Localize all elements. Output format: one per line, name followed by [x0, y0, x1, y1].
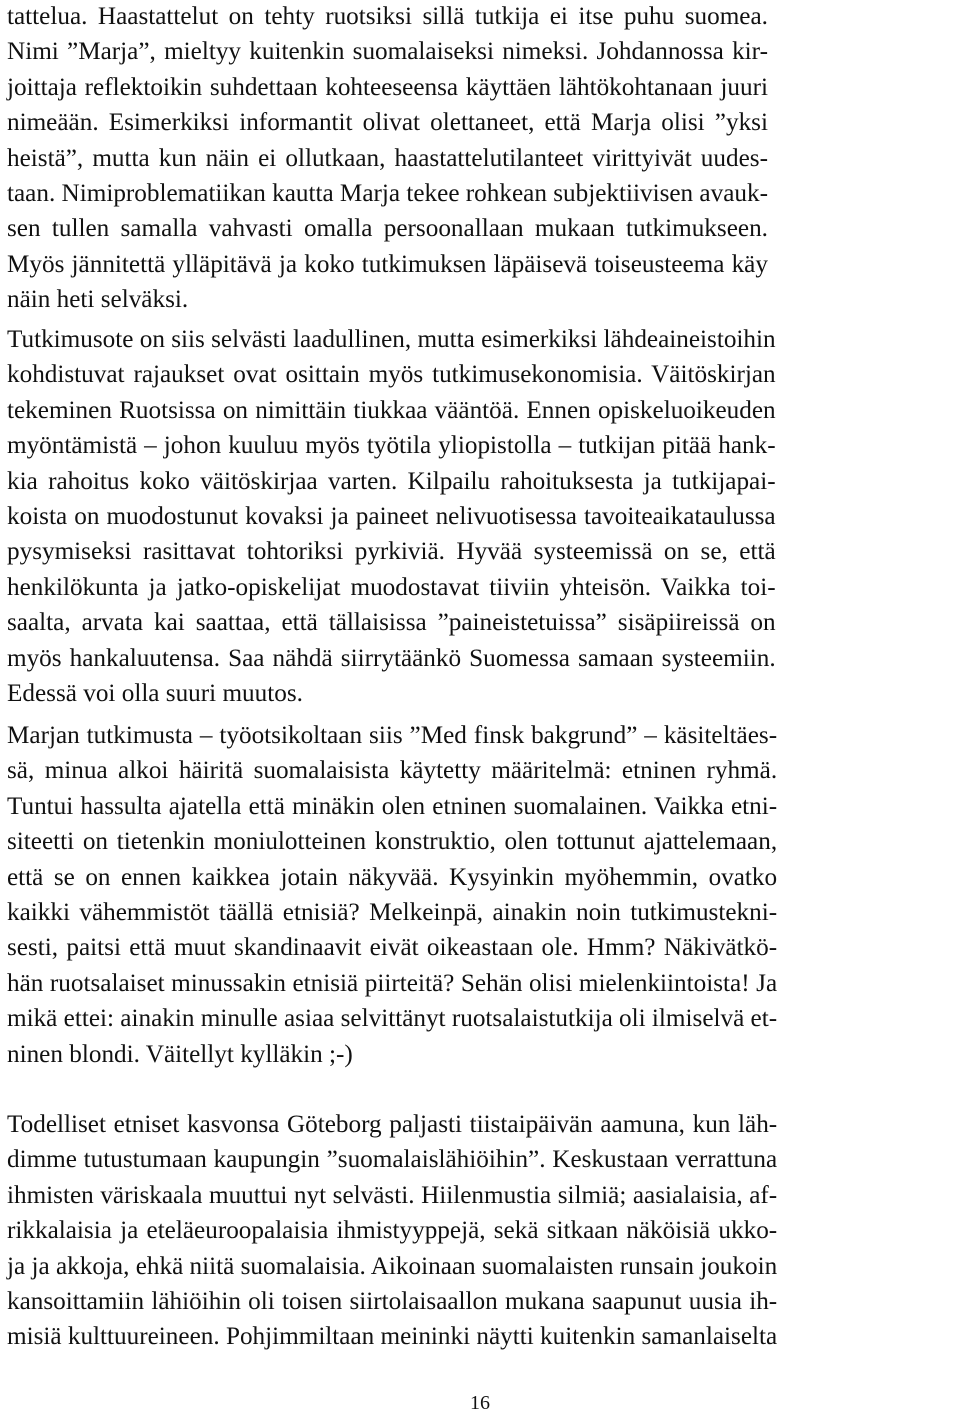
text-line: tekeminen Ruotsissa on nimittäin tiukkaa vääntöä. Ennen opiskeluoikeuden [7, 396, 776, 424]
text-line: kia rahoitus koko väitöskirjaa varten. Kilpailu rahoituksesta ja tutkijapai- [7, 467, 776, 495]
text-line: pysymiseksi rasittavat tohtoriksi pyrkiviä. Hyvää systeemissä on se, että [7, 538, 776, 566]
text-line: koista on muodostunut kovaksi ja paineet nelivuotisessa tavoiteaikataulussa [7, 502, 776, 530]
text-line: nimeään. Esimerkiksi informantit olivat olettaneet, että Marja olisi ”yksi [7, 109, 768, 137]
text-line: Tuntui hassulta ajatella että minäkin olen etninen suomalainen. Vaikka etni- [7, 792, 778, 820]
text-line: rikkalaisia ja eteläeuroopalaisia ihmistyyppejä, sekä sitkaan näköisiä ukko- [7, 1217, 778, 1245]
text-line: joittaja reflektoikin suhdettaan kohteeseensa käyttäen lähtökohtanaan juuri [7, 73, 768, 101]
text-line: Todelliset etniset kasvonsa Göteborg paljasti tiistaipäivän aamuna, kun läh- [7, 1111, 778, 1138]
text-line: siteetti on tietenkin moniulotteinen konstruktio, olen tottunut ajattelemaan, [7, 828, 778, 856]
text-line: saalta, arvata kai saattaa, että tällaisissa ”paineistetuissa” sisäpiireissä on [7, 609, 776, 637]
text-line: Edessä voi olla suuri muutos. [7, 679, 303, 707]
text-line: kohdistuvat rajaukset ovat osittain myös tutkimusekonomisia. Väitöskirjan [7, 361, 776, 389]
paragraph-2 [7, 322, 776, 711]
text-line: tattelua. Haastattelut on tehty ruotsiksi sillä tutkija ei itse puhu suomea. [7, 3, 768, 30]
text-line: hän ruotsalaiset minussakin etnisiä piirteitä? Sehän olisi mielenkiintoista! Ja [7, 969, 778, 997]
text-line: Tutkimusote on siis selvästi laadullinen, mutta esimerkiksi lähdeaineistoihin [7, 326, 776, 353]
text-line: kaikki vähemmistöt täällä etnisiä? Melkeinpä, ainakin noin tutkimustekni- [7, 898, 778, 926]
text-line: taan. Nimiproblematiikan kautta Marja tekee rohkean subjektiivisen avauk- [7, 179, 768, 207]
text-line: että se on ennen kaikkea jotain näkyvää. Kysyinkin myöhemmin, ovatko [7, 863, 778, 891]
text-line: Marjan tutkimusta – työotsikoltaan siis ”Med finsk bakgrund” – käsiteltäes- [7, 722, 778, 749]
text-line: myös hankaluutensa. Saa nähdä siirrytäänkö Suomessa samaan systeemiin. [7, 644, 776, 672]
text-line: Myös jännitettä ylläpitävä ja koko tutkimuksen läpäisevä toiseusteema käy [7, 250, 768, 278]
text-line: näin heti selväksi. [7, 286, 189, 314]
text-line: sesti, paitsi että muut skandinaavit eivät oikeastaan ole. Hmm? Näkivätkö- [7, 934, 778, 962]
text-line: ihmisten väriskaala muuttui nyt selvästi. Hiilenmustia silmiä; aasialaisia, af- [7, 1181, 778, 1209]
text-line: henkilökunta ja jatko-opiskelijat muodostavat tiiviin yhteisön. Vaikka toi- [7, 573, 776, 601]
text-line: ja ja akkoja, ehkä niitä suomalaisia. Aikoinaan suomalaisten runsain joukoin [7, 1252, 778, 1280]
text-line: kansoittamiin lähiöihin oli toisen siirtolaisaallon mukana saapunut uusia ih- [7, 1287, 778, 1315]
text-line: myöntämistä – johon kuuluu myös työtila yliopistolla – tutkijan pitää hank- [7, 432, 776, 460]
text-line: sen tullen samalla vahvasti omalla persoonallaan mukaan tutkimukseen. [7, 215, 768, 243]
text-line: Nimi ”Marja”, mieltyy kuitenkin suomalaiseksi nimeksi. Johdannossa kir- [7, 38, 768, 66]
paragraph-4 [7, 1107, 777, 1355]
text-line: heistä”, mutta kun näin ei ollutkaan, haastattelutilanteet virittyivät uudes- [7, 144, 768, 172]
paragraph-3 [7, 718, 777, 1072]
text-line: ninen blondi. Väitellyt kylläkin ;-) [7, 1040, 353, 1068]
text-line: sä, minua alkoi häiritä suomalaisista käytetty määritelmä: etninen ryhmä. [7, 757, 778, 785]
text-line: dimme tutustumaan kaupungin ”suomalaislähiöihin”. Keskustaan verrattuna [7, 1146, 778, 1174]
paragraph-1 [7, 0, 768, 318]
text-line: mikä ettei: ainakin minulle asiaa selvittänyt ruotsalaistutkija oli ilmiselvä et- [7, 1005, 778, 1033]
text-line: misiä kulttuureineen. Pohjimmiltaan meininki näytti kuitenkin samanlaiselta [7, 1323, 778, 1351]
page-number: 16 [470, 1392, 490, 1414]
